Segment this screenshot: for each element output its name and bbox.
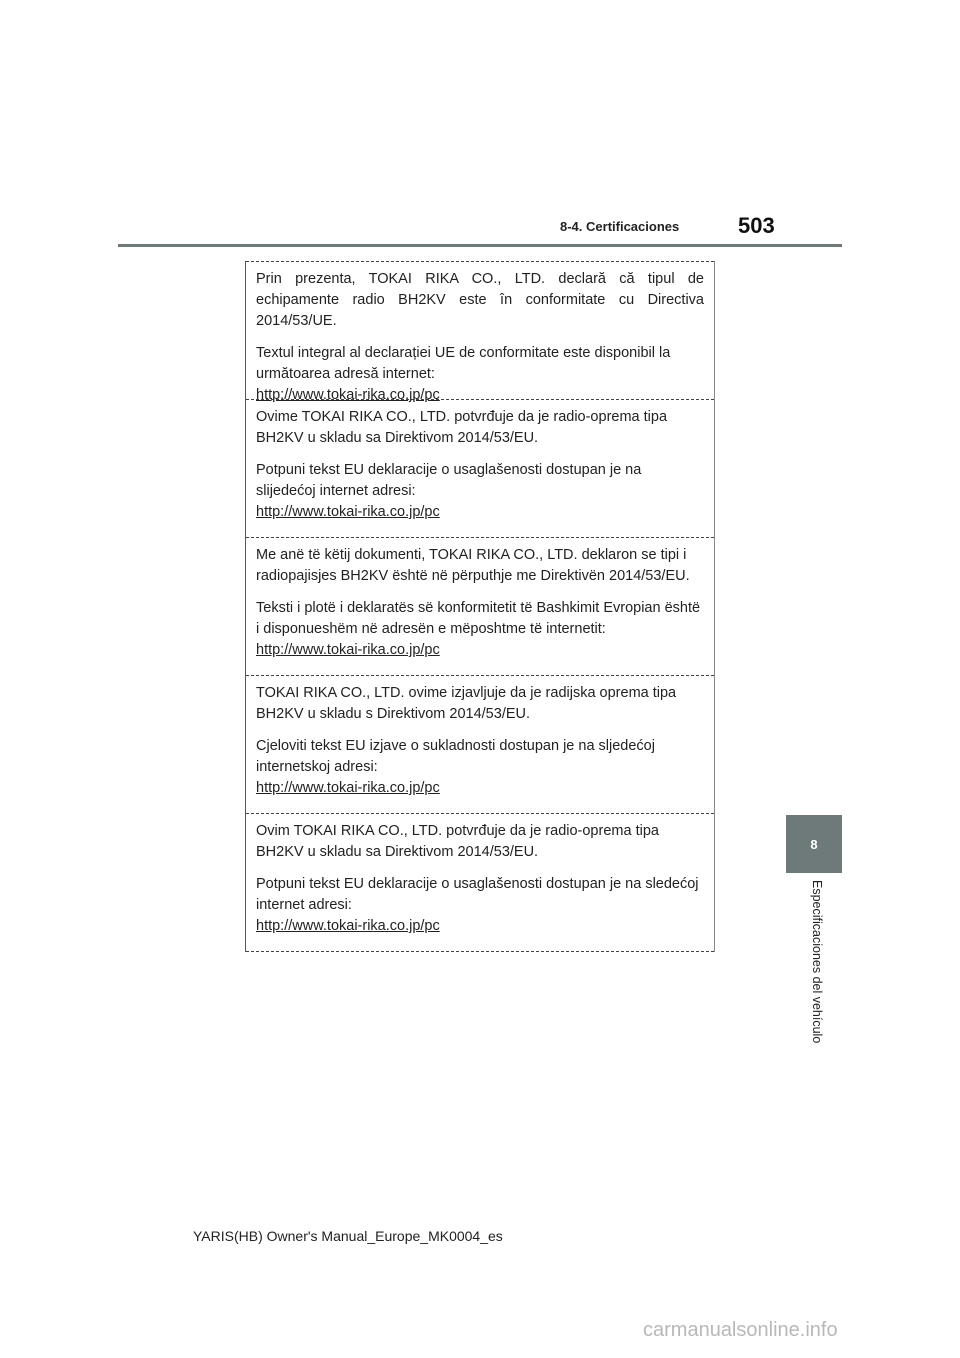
declaration-availability: Potpuni tekst EU deklaracije o usaglašenosti dostupan je na sledećoj internet adresi: [256, 876, 699, 913]
watermark[interactable]: carmanualsonline.info [643, 1319, 838, 1341]
declaration-link[interactable]: http://www.tokai-rika.co.jp/pc [256, 780, 440, 796]
page-number: 503 [738, 213, 775, 238]
declaration-croatian [246, 675, 714, 813]
declaration-link[interactable]: http://www.tokai-rika.co.jp/pc [256, 642, 440, 658]
chapter-tab[interactable]: 8 [786, 815, 842, 873]
chapter-label: Especificaciones del vehículo [810, 880, 824, 1044]
declaration-statement: Ovime TOKAI RIKA CO., LTD. potvrđuje da je radio-oprema tipa BH2KV u skladu sa Direktivom 2014/53/EU. [256, 409, 668, 446]
document-footer: YARIS(HB) Owner's Manual_Europe_MK0004_es [193, 1228, 503, 1244]
declaration-montenegrin [246, 813, 714, 952]
declarations-box [245, 261, 715, 952]
declaration-availability: Textul integral al declarației UE de conformitate este disponibil la următoarea adresă internet: [256, 345, 671, 382]
declaration-link[interactable]: http://www.tokai-rika.co.jp/pc [256, 387, 440, 403]
declaration-romanian [246, 261, 714, 403]
header-rule [118, 244, 842, 247]
declaration-albanian [246, 537, 714, 675]
declaration-statement: Me anë të këtij dokumenti, TOKAI RIKA CO., LTD. deklaron se tipi i radiopajisjes BH2KV është në përputhje me Direktivën 2014/53/EU. [256, 547, 690, 584]
declaration-availability: Potpuni tekst EU deklaracije o usaglašenosti dostupan je na slijedećoj internet adresi: [256, 462, 642, 499]
declaration-availability: Cjeloviti tekst EU izjave o sukladnosti dostupan je na sljedećoj internetskoj adresi: [256, 738, 655, 775]
section-title: 8-4. Certificaciones [560, 219, 680, 234]
declaration-serbian [246, 399, 714, 537]
declaration-statement: Ovim TOKAI RIKA CO., LTD. potvrđuje da je radio-oprema tipa BH2KV u skladu sa Direktivom 2014/53/EU. [256, 823, 659, 860]
declaration-link[interactable]: http://www.tokai-rika.co.jp/pc [256, 504, 440, 520]
declaration-link[interactable]: http://www.tokai-rika.co.jp/pc [256, 918, 440, 934]
declaration-availability: Teksti i plotë i deklaratës së konformitetit të Bashkimit Evropian është i disponueshëm në adresën e mëposhtme të internetit: [256, 600, 701, 637]
declaration-statement: TOKAI RIKA CO., LTD. ovime izjavljuje da je radijska oprema tipa BH2KV u skladu s Direktivom 2014/53/EU. [256, 685, 677, 722]
declaration-statement: Prin prezenta, TOKAI RIKA CO., LTD. declară că tipul de echipamente radio BH2KV este în conformitate cu Directiva 2014/53/UE. [256, 271, 704, 329]
